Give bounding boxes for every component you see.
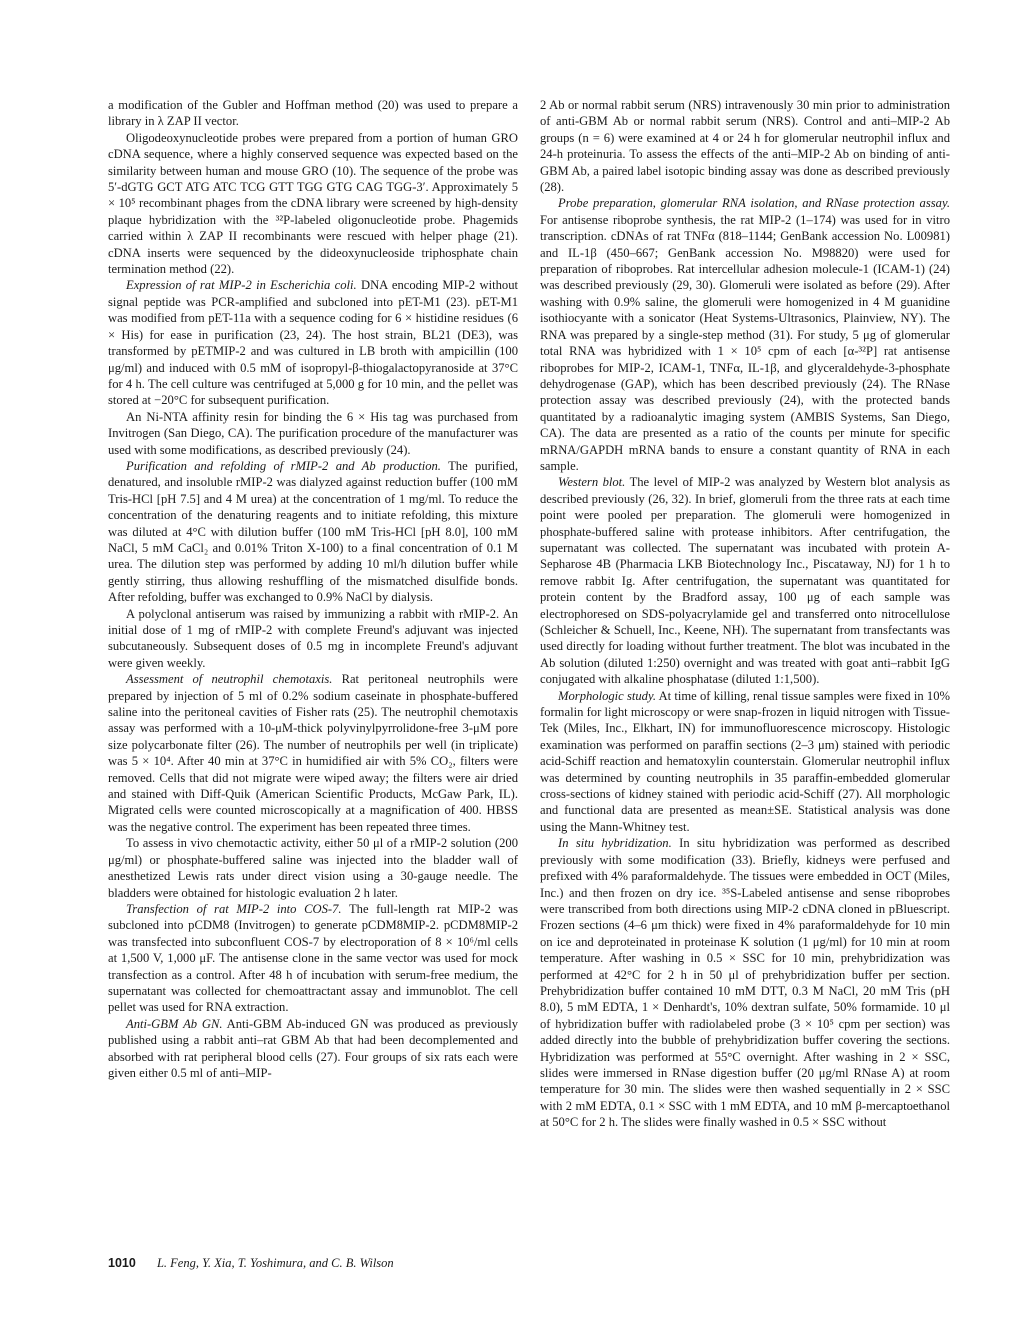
paragraph <box>108 1016 518 1082</box>
paragraph-text: The level of MIP-2 was analyzed by Western blot analysis as described previously (26, 32). In brief, glomeruli from the three rats at each time point were pooled per preparation. The glomeruli were homogenized in phosphate-buffered saline with protease inhibitors. After centrifugation, the supernatant was collected. The supernatant was incubated with protein A-Sepharose 4B (Pharmacia LKB Biotechnology Inc., Piscataway, NJ) for 1 h to remove rabbit Ig. After centrifugation, the supernatant was quantitated for protein content by the Bradford assay, 100 μg of each sample was electrophoresed on SDS-polyacrylamide gel and transferred onto nitrocellulose (Schleicher & Schuell, Inc., Keene, NH). The supernatant from transfectants was used directly for loading without further treatment. The blot was incubated in the Ab solution (diluted 1:250) overnight and was treated with goat anti–rabbit IgG conjugated with alkaline phosphatase (diluted 1:1,500). <box>540 475 951 687</box>
paragraph-text: A polyclonal antiserum was raised by immunizing a rabbit with rMIP-2. An initial dose of 1 mg of rMIP-2 with complete Freund's adjuvant was injected subcutaneously. Subsequent doses of 0.5 mg in incomplete Freund's adjuvant were given weekly. <box>108 606 518 670</box>
paragraph <box>108 409 518 458</box>
paragraph <box>540 195 950 474</box>
section-heading: Purification and refolding of rMIP-2 and Ab production. <box>126 458 441 473</box>
running-authors: L. Feng, Y. Xia, T. Yoshimura, and C. B. Wilson <box>156 1256 394 1270</box>
paragraph <box>108 606 518 672</box>
paragraph-text: At time of killing, renal tissue samples were fixed in 10% formalin for light microscopy or were snap-frozen in liquid nitrogen with Tissue-Tek (Miles, Inc., Elkhart, IN) for immunofluorescence microscopy. Histologic examination was performed on paraffin sections (2–3 μm) stained with periodic acid-Schiff reaction and hematoxylin counterstain. Glomerular neutrophil influx was determined by counting neutrophils in 35 paraffin-embedded glomerular cross-sections of kidney stained with periodic acid-Schiff (27). All morphologic and functional data are presented as mean±SE. Statistical analysis was done using the Mann-Whitney test. <box>540 688 950 834</box>
paragraph <box>540 97 950 195</box>
paragraph-text: Anti-GBM Ab-induced GN was produced as previously published using a rabbit anti–rat GBM Ab that had been decomplemented and absorbed with rat peripheral blood cells (27). Four groups of six rats each were given either 0.5 ml of anti–MIP- <box>108 1016 518 1080</box>
section-heading: Expression of rat MIP-2 in Escherichia coli. <box>126 278 357 293</box>
paragraph-text: An Ni-NTA affinity resin for binding the 6 × His tag was purchased from Invitrogen (San Diego, CA). The purification procedure of the manufacturer was used with some modifications, as described previously (24). <box>108 409 518 457</box>
section-heading: Probe preparation, glomerular RNA isolation, and RNase protection assay. <box>558 196 950 211</box>
paragraph-text: The purified, denatured, and insoluble rMIP-2 was dialyzed against reduction buffer (100 mM Tris-HCl [pH 7.5] and 4 M urea) at the concentration of 1 mg/ml. To reduce the concentration of the denaturing reagents and to initiate refolding, this mixture was diluted at 4°C with dilution buffer (100 mM Tris-HCl [pH 8.0], 100 mM NaCl, 5 mM CaCl₂ and 0.01% Triton X-100) to a final concentration of 0.1 M urea. The dilution step was performed by adding 10 ml/h dilution buffer while gently stirring, thus allowing reshuffling of the mismatched disulfide bonds. After refolding, buffer was exchanged to 0.9% NaCl by dialysis. <box>108 458 518 605</box>
section-heading: Morphologic study. <box>558 688 657 703</box>
paragraph <box>108 130 518 278</box>
paragraph-text: Rat peritoneal neutrophils were prepared by injection of 5 ml of 0.2% sodium caseinate in phosphate-buffered saline into the peritoneal cavities of Fisher rats (25). The neutrophil chemotaxis assay was performed with a 10-μM-thick polyvinylpyrrolidone-free 3-μM pore size polycarbonate filter (26). The number of neutrophils per well (in triplicate) was 5 × 10⁴. After 40 min at 37°C in humidified air with 5% CO₂, filters were removed. Cells that did not migrate were wiped away; the filters were air dried and stained with Diff-Quik (American Scientific Products, McGaw Park, IL). Migrated cells were counted microscopically at a magnification of 400. HBSS was the negative control. The experiment has been repeated three times. <box>108 672 518 834</box>
paragraph-text: Oligodeoxynucleotide probes were prepared from a portion of human GRO cDNA sequence, where a highly conserved sequence was expected based on the similarity between human and mouse GRO (10). The sequence of the probe was 5′-dGTG GCT ATG ATC TCG GTT TGG GTG CAG TGG-3′. Approximately 5 × 10⁵ recombinant phages from the cDNA library were screened by high-density plaque hybridization with the ³²P-labeled oligonucleotide probe. Phagemids carried within λ ZAP II recombinants were rescued with helper phage (21). cDNA inserts were sequenced by the dideoxynucleoside triphosphate chain termination method (22). <box>108 130 518 277</box>
paragraph <box>108 835 518 901</box>
page-number: 1010 <box>108 1256 136 1270</box>
paragraph <box>540 835 950 1130</box>
paragraph-text: For antisense riboprobe synthesis, the rat MIP-2 (1–174) was used for in vitro transcription. cDNAs of rat TNFα (818–1144; GenBank accession No. L00981) and IL-1β (450–667; GenBank accession No. M98820) were used for preparation of riboprobes. Rat intercellular adhesion molecule-1 (ICAM-1) (24) was described previously (29, 30). Glomeruli were isolated as before (29). After washing with 0.9% saline, the glomeruli were homogenized in 4 M guanidine isothiocyante with a sonicator (Heat Systems-Ultrasonics, Plainview, NY). The RNA was prepared by a single-step method (31). For study, 5 μg of glomerular total RNA was hybridized with 1 × 10⁵ cpm of each [α-³²P] rat antisense riboprobes for MIP-2, ICAM-1, TNFα, IL-1β, and glyceraldehyde-3-phosphate dehydrogenase (GAP), which has been described previously (24). The RNase protection assay was described previously (24), with the protected bands quantitated by a radioanalytic imaging system (AMBIS Systems, San Diego, CA). The data are presented as a ratio of the counts per minute for specific mRNA/GAPDH mRNA bands to ensure a constant quantity of RNA in each sample. <box>540 212 950 473</box>
section-heading: Assessment of neutrophil chemotaxis. <box>126 672 333 687</box>
section-heading: Anti-GBM Ab GN. <box>126 1016 223 1031</box>
page-footer <box>108 1256 394 1271</box>
paragraph-text: DNA encoding MIP-2 without signal peptide was PCR-amplified and subcloned into pET-M1 (23). pET-M1 was modified from pET-11a with a sequence coding for 6 × histidine residues (6 × His) for ease in purification (23, 24). The host strain, BL21 (DE3), was transformed by pETMIP-2 and was cultured in LB broth with ampicillin (100 μg/ml) and induced with 0.5 mM of isopropyl-β-thiogalactopyranoside at 37°C for 4 h. The cell culture was centrifuged at 5,000 g for 10 min, and the pellet was stored at −20°C for subsequent purification. <box>108 278 519 408</box>
section-heading: In situ hybridization. <box>558 836 672 851</box>
left-column <box>108 97 518 1081</box>
right-column <box>540 97 950 1131</box>
paragraph-text: To assess in vivo chemotactic activity, either 50 μl of a rMIP-2 solution (200 μg/ml) or phosphate-buffered saline was injected into the bladder wall of anesthetized Lewis rats under direct vision using a 30-gauge needle. The bladders were obtained for histologic evaluation 2 h later. <box>108 836 518 900</box>
paragraph-text: In situ hybridization was performed as described previously with some modification (33). Briefly, kidneys were perfused and prefixed with 4% paraformaldehyde. The tissues were embedded in OCT (Miles, Inc.) and then frozen on dry ice. ³⁵S-Labeled antisense and sense riboprobes were transcribed from both directions using MIP-2 cDNA cloned in pBluescript. Frozen sections (4–6 μm thick) were fixed in 4% paraformaldehyde for 10 min on ice and deproteinated in proteinase K solution (1 μg/ml) for 10 min at room temperature. After washing in 0.5 × SSC for 10 min, prehybridization was performed at 42°C for 2 h in 50 μl of prehybridization buffer per section. Prehybridization buffer contained 10 mM DTT, 0.3 M NaCl, 20 mM Tris (pH 8.0), 5 mM EDTA, 1 × Denhardt's, 10% dextran sulfate, 50% formamide. 10 μl of hybridization buffer with radiolabeled probe (3 × 10⁵ cpm per section) was added directly into the bubble of prehybridization buffer covering the sections. Hybridization was performed at 55°C overnight. After washing in 2 × SSC, slides were immersed in RNase digestion buffer (20 μg/ml RNase A) at room temperature for 30 min. The slides were then washed sequentially in 2 × SSC with 2 mM EDTA, 0.1 × SSC with 1 mM EDTA, and 10 mM β-mercaptoethanol at 50°C for 2 h. The slides were finally washed in 0.5 × SSC without <box>540 836 950 1130</box>
paragraph-text: 2 Ab or normal rabbit serum (NRS) intravenously 30 min prior to administration of anti-GBM Ab or normal rabbit serum (NRS). Control and anti–MIP-2 Ab groups (n = 6) were examined at 4 or 24 h for glomerular neutrophil influx and 24-h proteinuria. To assess the effects of the anti–MIP-2 Ab on binding of anti-GBM Ab, a paired label isotopic binding assay was done as described previously (28). <box>540 98 950 195</box>
paragraph <box>108 277 518 408</box>
paragraph <box>540 688 950 836</box>
paragraph <box>108 97 518 130</box>
paragraph <box>108 671 518 835</box>
paragraph-text: The full-length rat MIP-2 was subcloned into pCDM8 (Invitrogen) to generate pCDM8MIP-2. pCDM8MIP-2 was transfected into subconfluent COS-7 by electroporation of 8 × 10⁶/ml cells at 1,500 V, 1,000 μF. The antisense clone in the same vector was used for mock transfection as a control. After 48 h of incubation with serum-free medium, the supernatant was collected for chemoattractant assay and immunoblot. The cell pellet was used for RNA extraction. <box>108 901 518 1015</box>
section-heading: Transfection of rat MIP-2 into COS-7. <box>126 901 342 916</box>
paragraph-text: a modification of the Gubler and Hoffman method (20) was used to prepare a library in λ ZAP II vector. <box>108 98 518 129</box>
paragraph <box>108 458 518 606</box>
paragraph <box>108 901 518 1016</box>
paragraph <box>540 474 950 687</box>
section-heading: Western blot. <box>558 475 626 490</box>
